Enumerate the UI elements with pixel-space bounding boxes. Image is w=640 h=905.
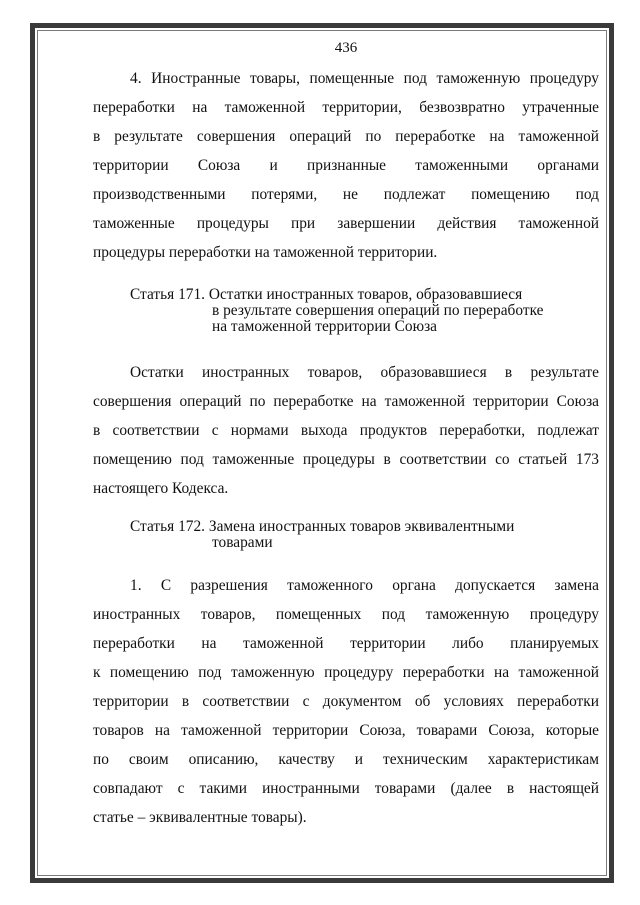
text-line: товаров на таможенной территории Союза, товарами Союза, которые bbox=[93, 722, 599, 739]
text-line: по своим описанию, качеству и техническим характеристикам bbox=[93, 751, 599, 768]
text-line: совершения операций по переработке на таможенной территории Союза bbox=[93, 393, 599, 410]
heading-line: Статья 172. Замена иностранных товаров эквивалентными bbox=[130, 518, 515, 535]
heading-line: товарами bbox=[212, 534, 273, 551]
article-172-paragraph-1 bbox=[93, 571, 599, 832]
page-number: 436 bbox=[334, 40, 358, 56]
text-line: производственными потерями, не подлежат помещению под bbox=[93, 186, 599, 203]
article-171-body bbox=[93, 358, 599, 503]
text-line: статье – эквивалентные товары). bbox=[93, 809, 307, 826]
text-line: процедуры переработки на таможенной территории. bbox=[93, 244, 438, 261]
paragraph-4 bbox=[93, 64, 599, 267]
text-line: иностранных товаров, помещенных под таможенную процедуру bbox=[93, 606, 599, 623]
text-line: совпадают с такими иностранными товарами (далее в настоящей bbox=[93, 780, 599, 797]
text-line: переработки на таможенной территории, безвозвратно утраченные bbox=[93, 99, 599, 116]
text-line: в результате совершения операций по переработке на таможенной bbox=[93, 128, 599, 145]
article-172-heading bbox=[130, 519, 514, 551]
text-line: к помещению под таможенную процедуру переработки на таможенной bbox=[93, 664, 599, 681]
text-line: территории в соответствии с документом об условиях переработки bbox=[93, 693, 599, 710]
text-line: переработки на таможенной территории либо планируемых bbox=[93, 635, 599, 652]
text-line: таможенные процедуры при завершении действия таможенной bbox=[93, 215, 599, 232]
text-line: территории Союза и признанные таможенными органами bbox=[93, 157, 599, 174]
text-line: помещению под таможенные процедуры в соответствии со статьей 173 bbox=[93, 451, 599, 468]
heading-line: Статья 171. Остатки иностранных товаров, образовавшиеся bbox=[130, 286, 523, 303]
text-line: 1. С разрешения таможенного органа допускается замена bbox=[130, 577, 599, 594]
text-line: 4. Иностранные товары, помещенные под таможенную процедуру bbox=[130, 70, 599, 87]
article-171-heading bbox=[130, 287, 544, 335]
text-line: Остатки иностранных товаров, образовавшиеся в результате bbox=[130, 364, 599, 381]
text-line: в соответствии с нормами выхода продуктов переработки, подлежат bbox=[93, 422, 599, 439]
text-line: настоящего Кодекса. bbox=[93, 480, 229, 497]
heading-line: в результате совершения операций по переработке bbox=[212, 302, 544, 319]
heading-line: на таможенной территории Союза bbox=[212, 318, 438, 335]
